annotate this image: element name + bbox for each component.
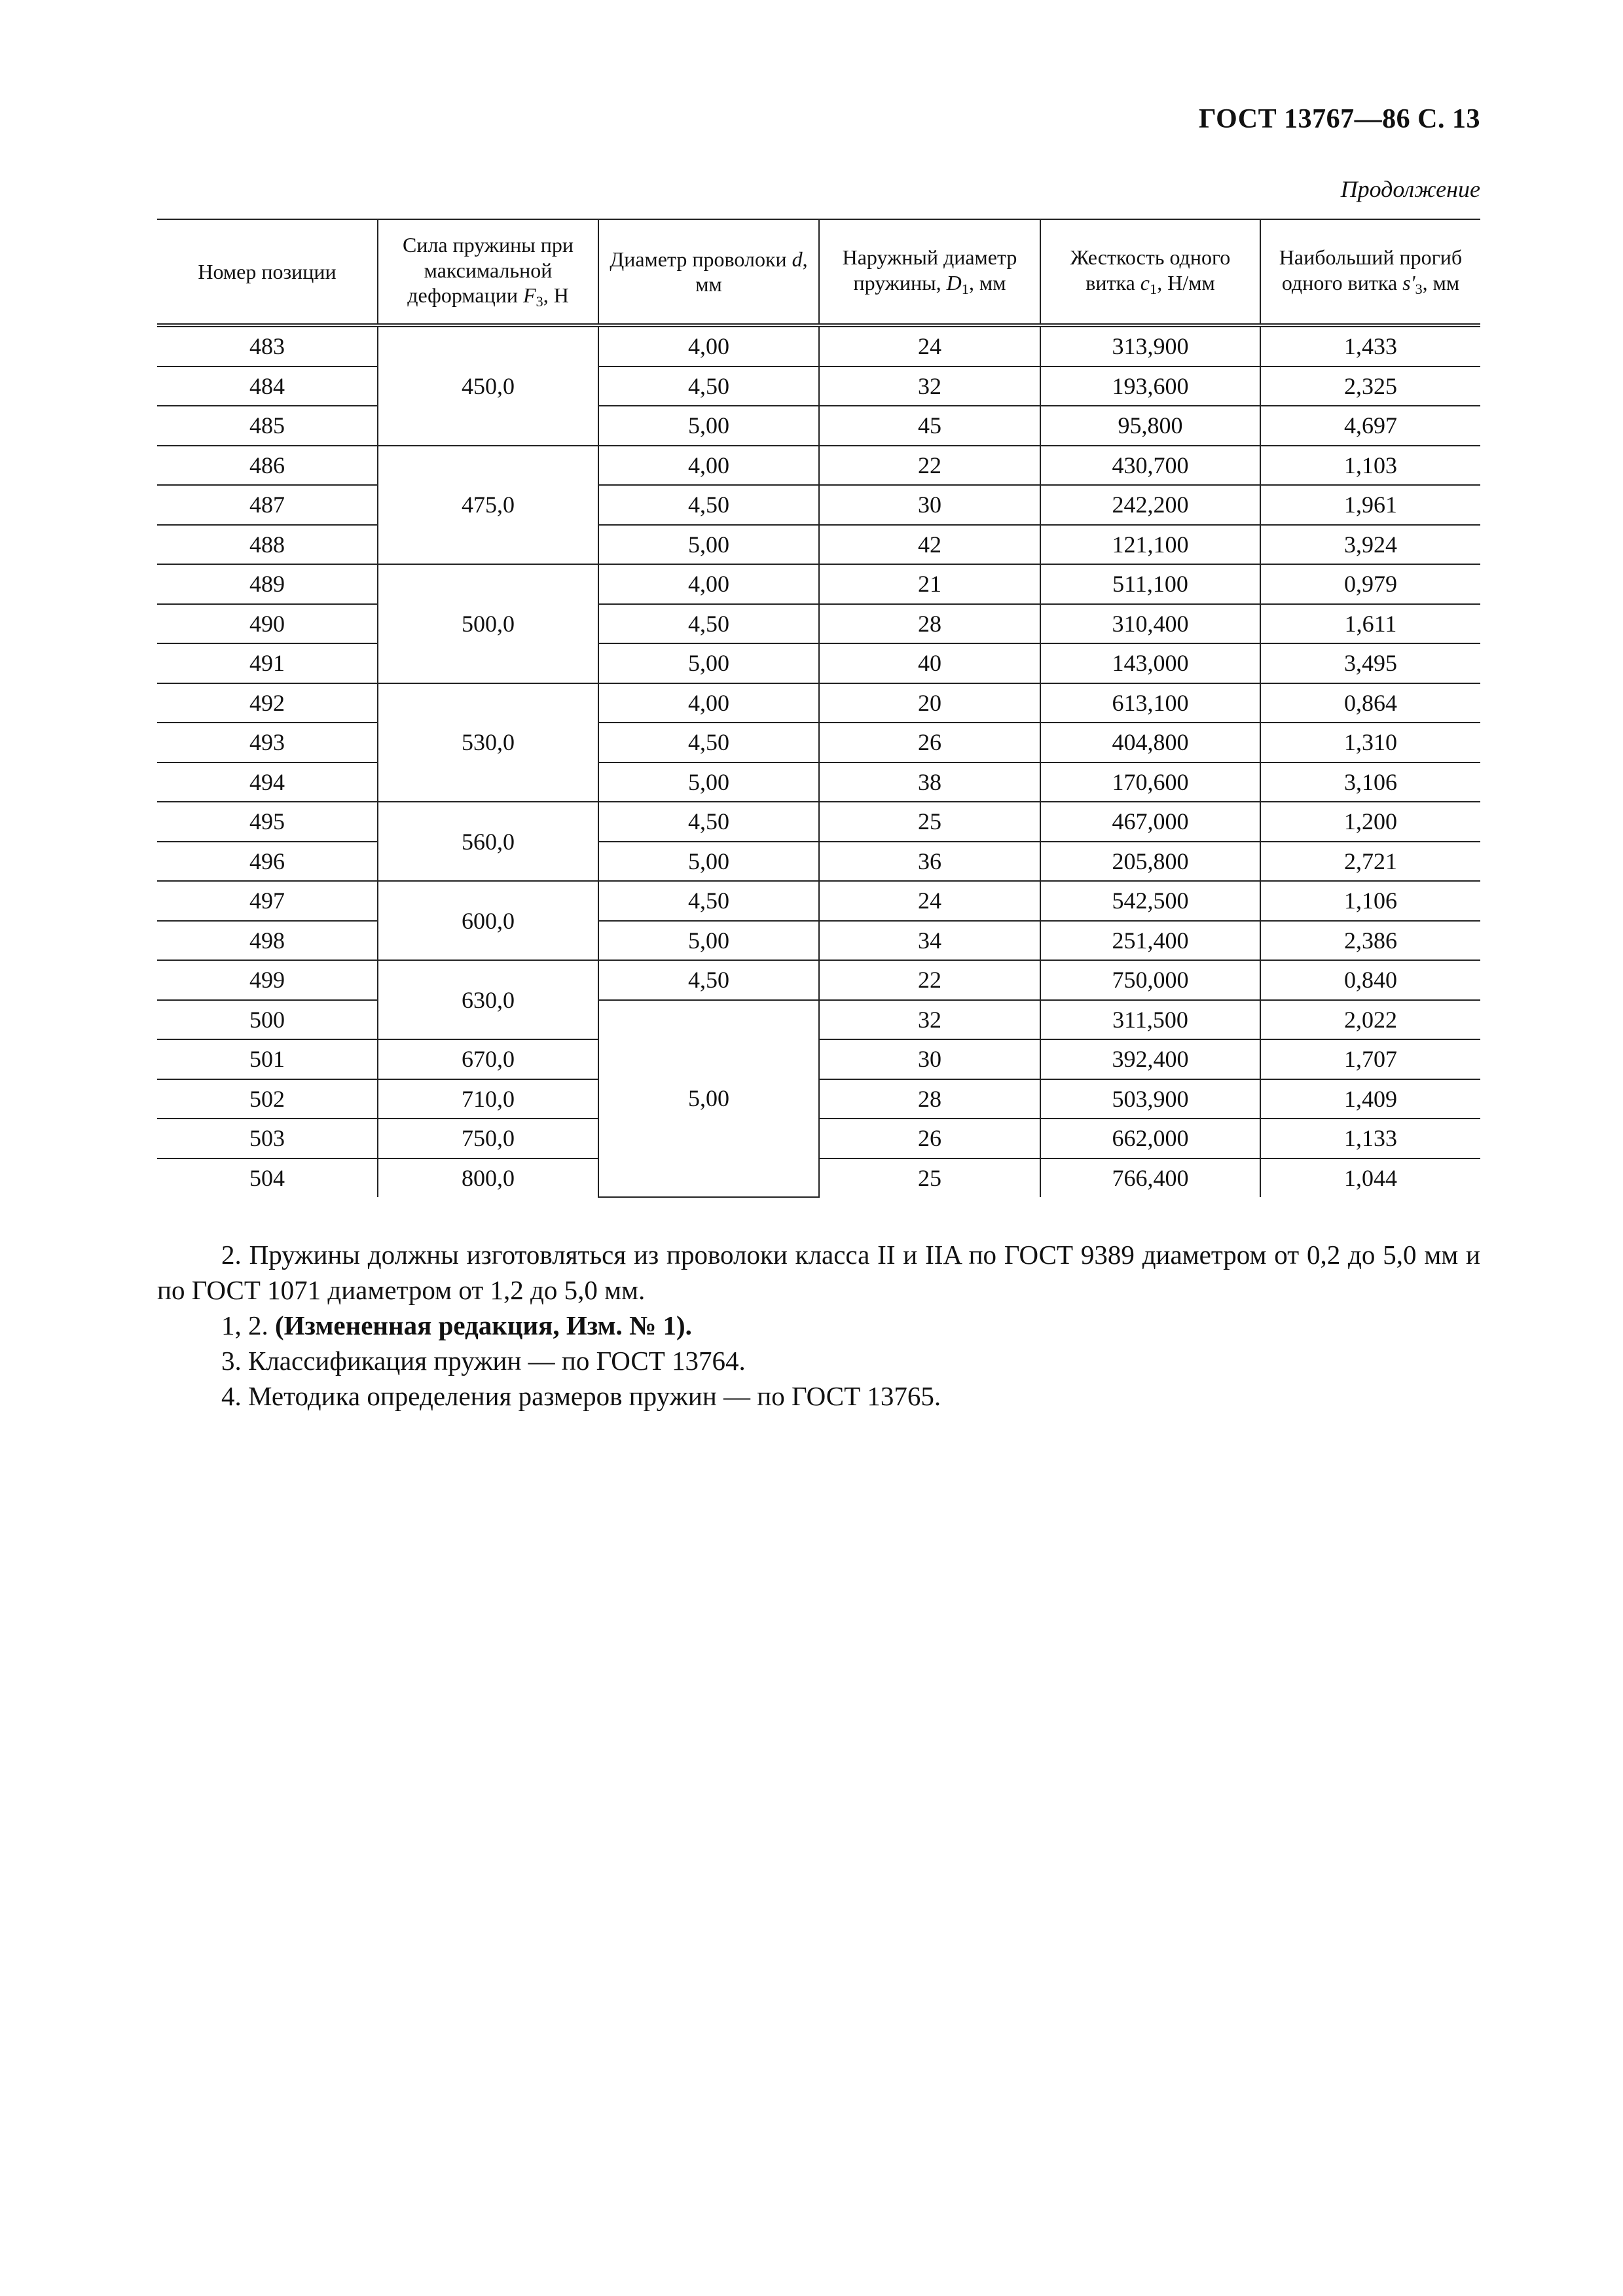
- table-row: [157, 683, 1480, 723]
- cell-wire-diameter: 4,50: [598, 960, 819, 1000]
- table-row: [157, 723, 1480, 762]
- cell-stiffness: 205,800: [1040, 842, 1260, 882]
- cell-position: 502: [157, 1079, 378, 1119]
- table-row: [157, 325, 1480, 367]
- cell-outer-diameter: 42: [819, 525, 1040, 565]
- cell-force: 800,0: [378, 1158, 598, 1198]
- cell-outer-diameter: 25: [819, 802, 1040, 842]
- cell-deflection: 1,133: [1260, 1119, 1480, 1158]
- cell-deflection: 0,864: [1260, 683, 1480, 723]
- cell-stiffness: 311,500: [1040, 1000, 1260, 1040]
- cell-outer-diameter: 26: [819, 1119, 1040, 1158]
- cell-force: 560,0: [378, 802, 598, 881]
- cell-wire-diameter: 4,50: [598, 604, 819, 644]
- cell-position: 496: [157, 842, 378, 882]
- cell-wire-diameter: 5,00: [598, 762, 819, 802]
- cell-position: 497: [157, 881, 378, 921]
- cell-stiffness: 766,400: [1040, 1158, 1260, 1198]
- table-row: [157, 802, 1480, 842]
- spring-table: [157, 219, 1480, 1198]
- cell-stiffness: 143,000: [1040, 643, 1260, 683]
- cell-outer-diameter: 21: [819, 564, 1040, 604]
- cell-deflection: 1,409: [1260, 1079, 1480, 1119]
- cell-deflection: 2,386: [1260, 921, 1480, 961]
- note-edition: 1, 2. (Измененная редакция, Изм. № 1).: [221, 1310, 692, 1340]
- cell-position: 483: [157, 325, 378, 367]
- cell-position: 487: [157, 485, 378, 525]
- cell-outer-diameter: 20: [819, 683, 1040, 723]
- cell-deflection: 3,495: [1260, 643, 1480, 683]
- cell-stiffness: 467,000: [1040, 802, 1260, 842]
- cell-force: 500,0: [378, 564, 598, 683]
- table-row: [157, 525, 1480, 565]
- cell-force: 600,0: [378, 881, 598, 960]
- cell-position: 490: [157, 604, 378, 644]
- cell-deflection: 3,106: [1260, 762, 1480, 802]
- cell-position: 484: [157, 367, 378, 406]
- table-row: [157, 406, 1480, 446]
- cell-stiffness: 313,900: [1040, 325, 1260, 367]
- cell-wire-diameter: 4,00: [598, 564, 819, 604]
- table-header-row: [157, 219, 1480, 325]
- cell-stiffness: 542,500: [1040, 881, 1260, 921]
- cell-position: 498: [157, 921, 378, 961]
- cell-position: 499: [157, 960, 378, 1000]
- cell-force: 670,0: [378, 1039, 598, 1079]
- header-stiffness: Жесткость одного витка $c_1$, Н/мм: [1040, 219, 1260, 325]
- cell-deflection: 1,611: [1260, 604, 1480, 644]
- table-row: [157, 1119, 1480, 1158]
- cell-outer-diameter: 24: [819, 881, 1040, 921]
- notes-section: [157, 1237, 1480, 1414]
- cell-outer-diameter: 32: [819, 367, 1040, 406]
- table-row: [157, 485, 1480, 525]
- cell-outer-diameter: 24: [819, 325, 1040, 367]
- cell-stiffness: 95,800: [1040, 406, 1260, 446]
- table-row: [157, 643, 1480, 683]
- cell-wire-diameter: 4,50: [598, 881, 819, 921]
- table-row: [157, 881, 1480, 921]
- cell-deflection: 1,103: [1260, 446, 1480, 486]
- cell-outer-diameter: 28: [819, 1079, 1040, 1119]
- table-row: [157, 446, 1480, 486]
- cell-position: 488: [157, 525, 378, 565]
- header-deflection: Наибольший прогиб одного витка $s'_3$, мм: [1260, 219, 1480, 325]
- note-2: 2. Пружины должны изготовляться из проволоки класса II и IIA по ГОСТ 9389 диаметром от 0,2 до 5,0 мм и по ГОСТ 1071 диаметром от 1,2 до 5,0 мм.: [157, 1240, 1480, 1305]
- cell-position: 492: [157, 683, 378, 723]
- cell-deflection: 0,840: [1260, 960, 1480, 1000]
- cell-position: 489: [157, 564, 378, 604]
- cell-position: 493: [157, 723, 378, 762]
- cell-stiffness: 503,900: [1040, 1079, 1260, 1119]
- cell-outer-diameter: 25: [819, 1158, 1040, 1198]
- cell-wire-diameter: 5,00: [598, 921, 819, 961]
- cell-wire-diameter: 4,50: [598, 367, 819, 406]
- cell-stiffness: 121,100: [1040, 525, 1260, 565]
- table-row: [157, 1039, 1480, 1079]
- cell-outer-diameter: 34: [819, 921, 1040, 961]
- cell-stiffness: 750,000: [1040, 960, 1260, 1000]
- cell-force: 475,0: [378, 446, 598, 565]
- cell-wire-diameter: 5,00: [598, 1000, 819, 1198]
- cell-position: 501: [157, 1039, 378, 1079]
- cell-wire-diameter: 4,50: [598, 723, 819, 762]
- table-row: [157, 1079, 1480, 1119]
- cell-stiffness: 193,600: [1040, 367, 1260, 406]
- cell-deflection: 1,200: [1260, 802, 1480, 842]
- cell-force: 710,0: [378, 1079, 598, 1119]
- cell-deflection: 1,707: [1260, 1039, 1480, 1079]
- table-row: [157, 1000, 1480, 1040]
- cell-wire-diameter: 5,00: [598, 525, 819, 565]
- cell-force: 750,0: [378, 1119, 598, 1158]
- cell-position: 485: [157, 406, 378, 446]
- cell-deflection: 0,979: [1260, 564, 1480, 604]
- cell-position: 491: [157, 643, 378, 683]
- cell-stiffness: 662,000: [1040, 1119, 1260, 1158]
- cell-deflection: 1,106: [1260, 881, 1480, 921]
- table-row: [157, 564, 1480, 604]
- cell-wire-diameter: 4,50: [598, 485, 819, 525]
- cell-outer-diameter: 40: [819, 643, 1040, 683]
- cell-wire-diameter: 4,00: [598, 325, 819, 367]
- cell-outer-diameter: 30: [819, 485, 1040, 525]
- cell-deflection: 2,721: [1260, 842, 1480, 882]
- cell-stiffness: 511,100: [1040, 564, 1260, 604]
- cell-force: 530,0: [378, 683, 598, 802]
- header-force: Сила пружины при максимальной деформации $F_3$, Н: [378, 219, 598, 325]
- cell-stiffness: 392,400: [1040, 1039, 1260, 1079]
- cell-deflection: 4,697: [1260, 406, 1480, 446]
- cell-stiffness: 430,700: [1040, 446, 1260, 486]
- note-4: 4. Методика определения размеров пружин — по ГОСТ 13765.: [221, 1381, 941, 1411]
- cell-stiffness: 251,400: [1040, 921, 1260, 961]
- cell-stiffness: 242,200: [1040, 485, 1260, 525]
- cell-position: 486: [157, 446, 378, 486]
- table-row: [157, 367, 1480, 406]
- table-row: [157, 762, 1480, 802]
- table-row: [157, 1158, 1480, 1198]
- table-row: [157, 842, 1480, 882]
- cell-outer-diameter: 36: [819, 842, 1040, 882]
- cell-position: 503: [157, 1119, 378, 1158]
- cell-position: 500: [157, 1000, 378, 1040]
- cell-stiffness: 404,800: [1040, 723, 1260, 762]
- table-row: [157, 921, 1480, 961]
- header-wire-diameter: Диаметр проволоки d, мм: [598, 219, 819, 325]
- table-row: [157, 604, 1480, 644]
- cell-deflection: 1,433: [1260, 325, 1480, 367]
- cell-deflection: 3,924: [1260, 525, 1480, 565]
- cell-outer-diameter: 28: [819, 604, 1040, 644]
- page-title: ГОСТ 13767—86 С. 13: [1198, 104, 1480, 134]
- cell-deflection: 2,325: [1260, 367, 1480, 406]
- cell-outer-diameter: 30: [819, 1039, 1040, 1079]
- continuation-label: Продолжение: [1340, 176, 1480, 202]
- cell-stiffness: 170,600: [1040, 762, 1260, 802]
- cell-wire-diameter: 4,50: [598, 802, 819, 842]
- cell-outer-diameter: 22: [819, 960, 1040, 1000]
- cell-outer-diameter: 32: [819, 1000, 1040, 1040]
- cell-outer-diameter: 22: [819, 446, 1040, 486]
- cell-position: 495: [157, 802, 378, 842]
- cell-wire-diameter: 5,00: [598, 643, 819, 683]
- cell-force: 630,0: [378, 960, 598, 1039]
- header-outer-diameter: Наружный диаметр пружины, $D_1$, мм: [819, 219, 1040, 325]
- cell-outer-diameter: 26: [819, 723, 1040, 762]
- cell-wire-diameter: 4,00: [598, 683, 819, 723]
- cell-outer-diameter: 45: [819, 406, 1040, 446]
- cell-outer-diameter: 38: [819, 762, 1040, 802]
- cell-deflection: 1,961: [1260, 485, 1480, 525]
- cell-stiffness: 310,400: [1040, 604, 1260, 644]
- cell-deflection: 1,310: [1260, 723, 1480, 762]
- cell-position: 504: [157, 1158, 378, 1198]
- header-position: Номер позиции: [157, 219, 378, 325]
- table-row: [157, 960, 1480, 1000]
- note-3: 3. Классификация пружин — по ГОСТ 13764.: [221, 1346, 746, 1376]
- cell-force: 450,0: [378, 325, 598, 446]
- cell-position: 494: [157, 762, 378, 802]
- cell-deflection: 2,022: [1260, 1000, 1480, 1040]
- cell-wire-diameter: 5,00: [598, 406, 819, 446]
- cell-stiffness: 613,100: [1040, 683, 1260, 723]
- cell-wire-diameter: 4,00: [598, 446, 819, 486]
- cell-wire-diameter: 5,00: [598, 842, 819, 882]
- cell-deflection: 1,044: [1260, 1158, 1480, 1198]
